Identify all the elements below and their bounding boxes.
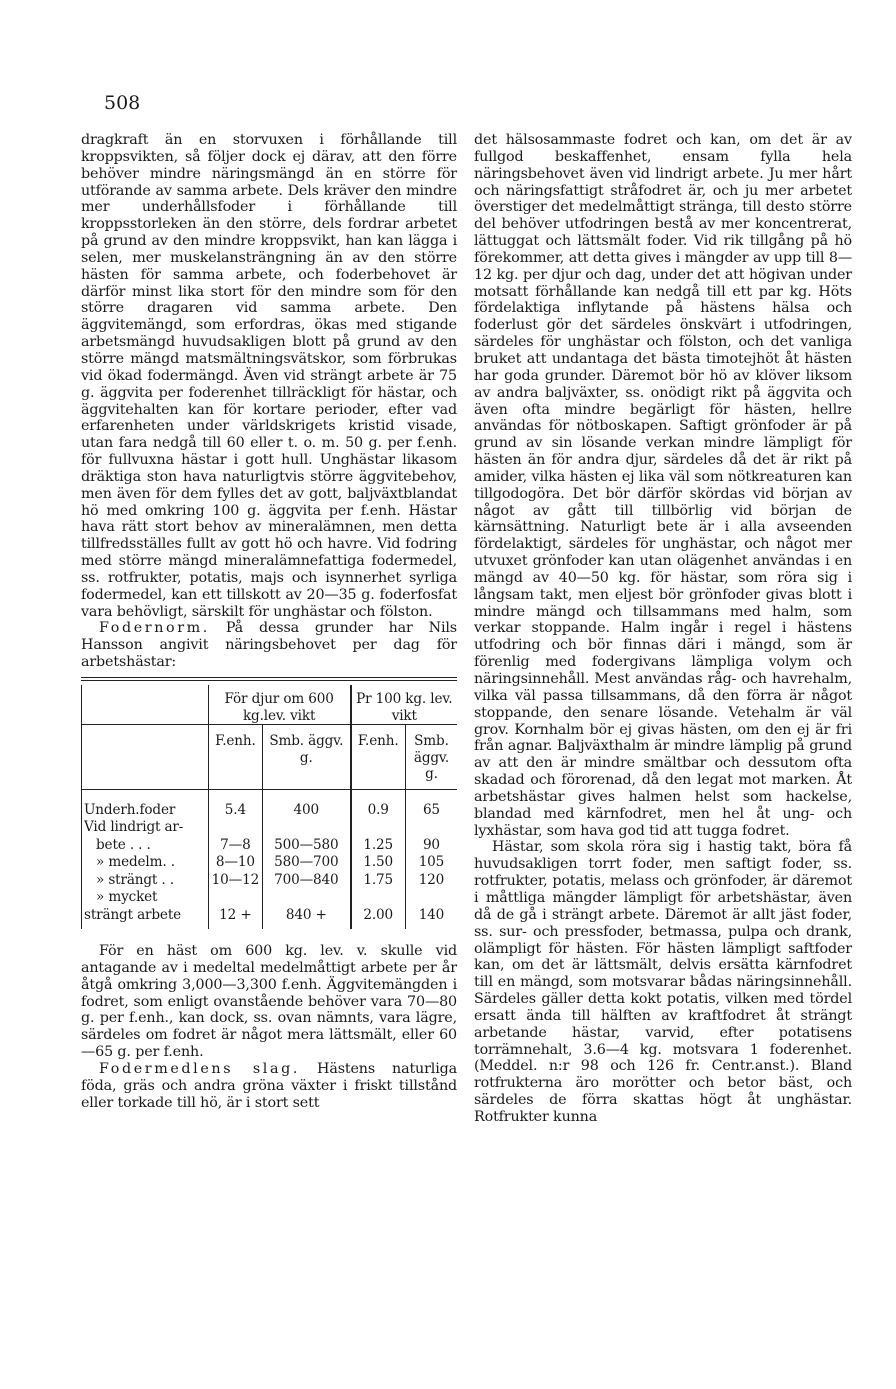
table-row xyxy=(82,853,458,871)
right-paragraph-1: det hälsosammaste fodret och kan, om det är av fullgod beskaffenhet, ensam fylla hela näringsbehovet även vid lindrigt arbete. Ju mer hårt och näringsfattigt stråfodret är, och ju mer arbetet överstiger det medelmåttigt stränga, till desto större del behöver utfodringen bestå av mer koncentrerat, lättuggat och lättsmält foder. Vid rik tillgång på hö förekommer, att detta gives i mängder av upp till 8—12 kg. per djur och dag, under det att högivan under motsatt förhållande kan nedgå till ett par kg. Höts fördelaktiga inflytande på hästens hälsa och foderlust gör det särdeles önskvärt i utfodringen, särdeles för unghästar och fölston, och det vanliga bruket att undantaga det bästa timotejhöt åt hästen har goda grunder. Däremot bör hö av klöver liksom av andra baljväxter, ss. onödigt rikt på äggvita och även ofta mindre begärligt för hästen, hellre användas för nötboskapen. Saftigt grönfoder är på grund av sin lösande verkan mindre lämpligt för hästen än för andra djur, särdeles då det är rikt på amider, vilka hästen ej lika väl som nötkreaturen kan tillgodogöra. Det bör därför skördas vid början av något av gått till tillbörlig vid början de kärnsättning. Naturligt bete är i alla avseenden fördelaktigt, särdeles för unghästar, och något mer utvuxet grönfoder kan utan olägenhet användas i en mängd av 40—50 kg. för hästar, som röra sig i långsam takt, men eljest bör grönfoder givas blott i mindre mängd och tillsammans med halm, som verkar stoppande. Halm ingår i regel i hästens utfodring och bör finnas däri i mängd, som är förenlig med fodergivans lämpliga volym och näringsinnehåll. Mest användas råg- och havrehalm, vilka väl passa tillsammans, då den förra är något stoppande, den senare lösande. Vetehalm är väl grov. Kornhalm bör ej givas hästen, om den ej är fri från agnar. Baljväxthalm är mindre lämplig på grund av att den är mindre smältbar och dessutom ofta skadad och förorenad, då den legat mot marken. Åt arbetshästar gives halmen helst som hackelse, blandad med kärnfodret, men hel åt ung- och lyxhästar, som hava god tid att tugga fodret. xyxy=(474,132,852,839)
row-fenh-100: 1.50 xyxy=(351,853,406,871)
row-fenh-100: 1.25 xyxy=(351,836,406,854)
left-column xyxy=(81,132,457,1111)
row-fenh-100: 0.9 xyxy=(351,789,406,818)
table-group-600kg: För djur om 600 kg.lev. vikt xyxy=(208,685,350,725)
row-label: » strängt . . xyxy=(82,871,209,889)
row-smb-100: 140 xyxy=(405,906,457,930)
table-row xyxy=(82,836,458,854)
row-label: Vid lindrigt ar- xyxy=(82,818,209,836)
row-fenh-100 xyxy=(351,888,406,906)
row-smb-100 xyxy=(405,818,457,836)
row-fenh: 7—8 xyxy=(208,836,262,854)
feed-norm-table xyxy=(81,685,457,929)
row-fenh-100: 1.75 xyxy=(351,871,406,889)
row-label: » medelm. . xyxy=(82,853,209,871)
row-label: » mycket xyxy=(82,888,209,906)
fodernorm-paragraph xyxy=(81,620,457,671)
table-corner xyxy=(82,685,209,725)
row-smb-100: 120 xyxy=(405,871,457,889)
right-column xyxy=(474,132,852,1126)
table-header-blank xyxy=(82,725,209,790)
row-fenh: 5.4 xyxy=(208,789,262,818)
table-row xyxy=(82,818,458,836)
row-fenh-100: 2.00 xyxy=(351,906,406,930)
right-paragraph-2: Hästar, som skola röra sig i hastig takt, böra få huvudsakligen torrt foder, men saftigt foder, ss. rotfrukter, potatis, melass och grönfoder, är däremot i måttliga mängder lämpligt för arbetshästar, även då de gå i strängt arbete. Däremot är allt jäst foder, ss. sur- och pressfoder, betmassa, pulpa och drank, olämpligt för hästen. För hästen lämpligt saftfoder kan, om det är lättsmält, delvis ersätta kärnfodret till en mängd, som motsvarar bådas näringsinnehåll. Särdeles gäller detta kokt potatis, vilken med tördel ersatt ända till hälften av kraftfodret åt strängt arbetande hästar, varvid, efter potatisens torrämnehalt, 3.6—4 kg. motsvara 1 foderenhet. (Meddel. n:r 98 och 126 fr. Centr.anst.). Bland rotfrukterna äro morötter och betor bäst, och särdeles de förra skattas högt åt unghästar. Rotfrukter kunna xyxy=(474,839,852,1125)
row-smb-100: 105 xyxy=(405,853,457,871)
table-header-fenh-100: F.enh. xyxy=(351,725,406,790)
row-fenh-100 xyxy=(351,818,406,836)
row-label: bete . . . xyxy=(82,836,209,854)
table-header-smb: Smb. äggv. g. xyxy=(263,725,351,790)
row-smb-100: 65 xyxy=(405,789,457,818)
row-smb: 840 + xyxy=(263,906,351,930)
table-row xyxy=(82,789,458,818)
row-smb: 500—580 xyxy=(263,836,351,854)
row-smb-100: 90 xyxy=(405,836,457,854)
left-paragraph-2: För en häst om 600 kg. lev. v. skulle vid antagande av i medeltal medelmåttigt arbete per år åtgå omkring 3,000—3,300 f.enh. Äggvitemängden i fodret, som enligt ovanstående behöver vara 70—80 g. per f.enh., kan dock, ss. ovan nämnts, vara lägre, särdeles om fodret är något mera lättsmält, eller 60—65 g. per f.enh. xyxy=(81,943,457,1061)
table-header-smb-100: Smb. äggv. g. xyxy=(405,725,457,790)
fodermedlens-paragraph xyxy=(81,1061,457,1112)
row-smb xyxy=(263,818,351,836)
left-paragraph-1: dragkraft än en storvuxen i förhållande till kroppsvikten, så följer dock ej därav, att den förre behöver mindre näringsmängd än en större för utförande av samma arbete. Dels kräver den mindre mer underhållsfoder i förhållande till kroppsstorleken än den större, dels fordrar arbetet på grund av den mindre kroppsvikt, han kan lägga i selen, mer muskelansträngning än av den större hästen för samma arbete, och foderbehovet är därför minst lika stort för den mindre som för den större dragaren vid samma arbete. Den äggvitemängd, som erfordras, ökas med stigande arbetsmängd huvudsakligen blott på grund av den större mängd matsmältningsvätskor, som förbrukas vid ökad fodermängd. Även vid strängt arbete är 75 g. äggvita per foderenhet tillräckligt för hästar, och äggvitehalten kan för kortare perioder, efter vad erfarenheten under världskrigets kristid visade, utan fara nedgå till 60 eller t. o. m. 50 g. per f.enh. för fullvuxna hästar i gott hull. Unghästar likasom dräktiga ston hava naturligtvis större äggvitebehov, men även för dem fylles det av gott, baljväxtblandat hö med omkring 100 g. äggvita per f.enh. Hästar hava rätt stort behov av mineralämnen, men detta tillfredsställes fullt av gott hö och havre. Vid fodring med större mängd mineralämnefattiga fodermedel, ss. rotfrukter, potatis, majs och isynnerhet syrliga fodermedel, kan ett tillskott av 20—35 g. foderfosfat vara behövligt, särskilt för unghästar och fölston. xyxy=(81,132,457,620)
table-header-fenh: F.enh. xyxy=(208,725,262,790)
row-fenh: 12 + xyxy=(208,906,262,930)
table-group-100kg: Pr 100 kg. lev. vikt xyxy=(351,685,457,725)
row-label: strängt arbete xyxy=(82,906,209,930)
table-row xyxy=(82,888,458,906)
table-row xyxy=(82,871,458,889)
fodernorm-text: På dessa grunder har Nils Hansson angivit näringsbehovet per dag för arbetshästar: xyxy=(81,620,457,671)
row-smb xyxy=(263,888,351,906)
table-top-rule xyxy=(81,677,457,681)
row-fenh xyxy=(208,818,262,836)
row-fenh: 10—12 xyxy=(208,871,262,889)
fodernorm-heading: Fodernorm. xyxy=(99,620,210,637)
page-number: 508 xyxy=(104,92,141,114)
row-fenh xyxy=(208,888,262,906)
table-row xyxy=(82,906,458,930)
fodermedlens-text: Hästens naturliga föda, gräs och andra gröna växter i friskt tillstånd eller torkade till hö, är i stort sett xyxy=(81,1060,458,1111)
row-smb: 700—840 xyxy=(263,871,351,889)
row-fenh: 8—10 xyxy=(208,853,262,871)
fodermedlens-heading: Fodermedlens slag. xyxy=(99,1060,301,1077)
row-smb: 580—700 xyxy=(263,853,351,871)
row-smb: 400 xyxy=(263,789,351,818)
row-smb-100 xyxy=(405,888,457,906)
row-label: Underh.foder xyxy=(82,789,209,818)
